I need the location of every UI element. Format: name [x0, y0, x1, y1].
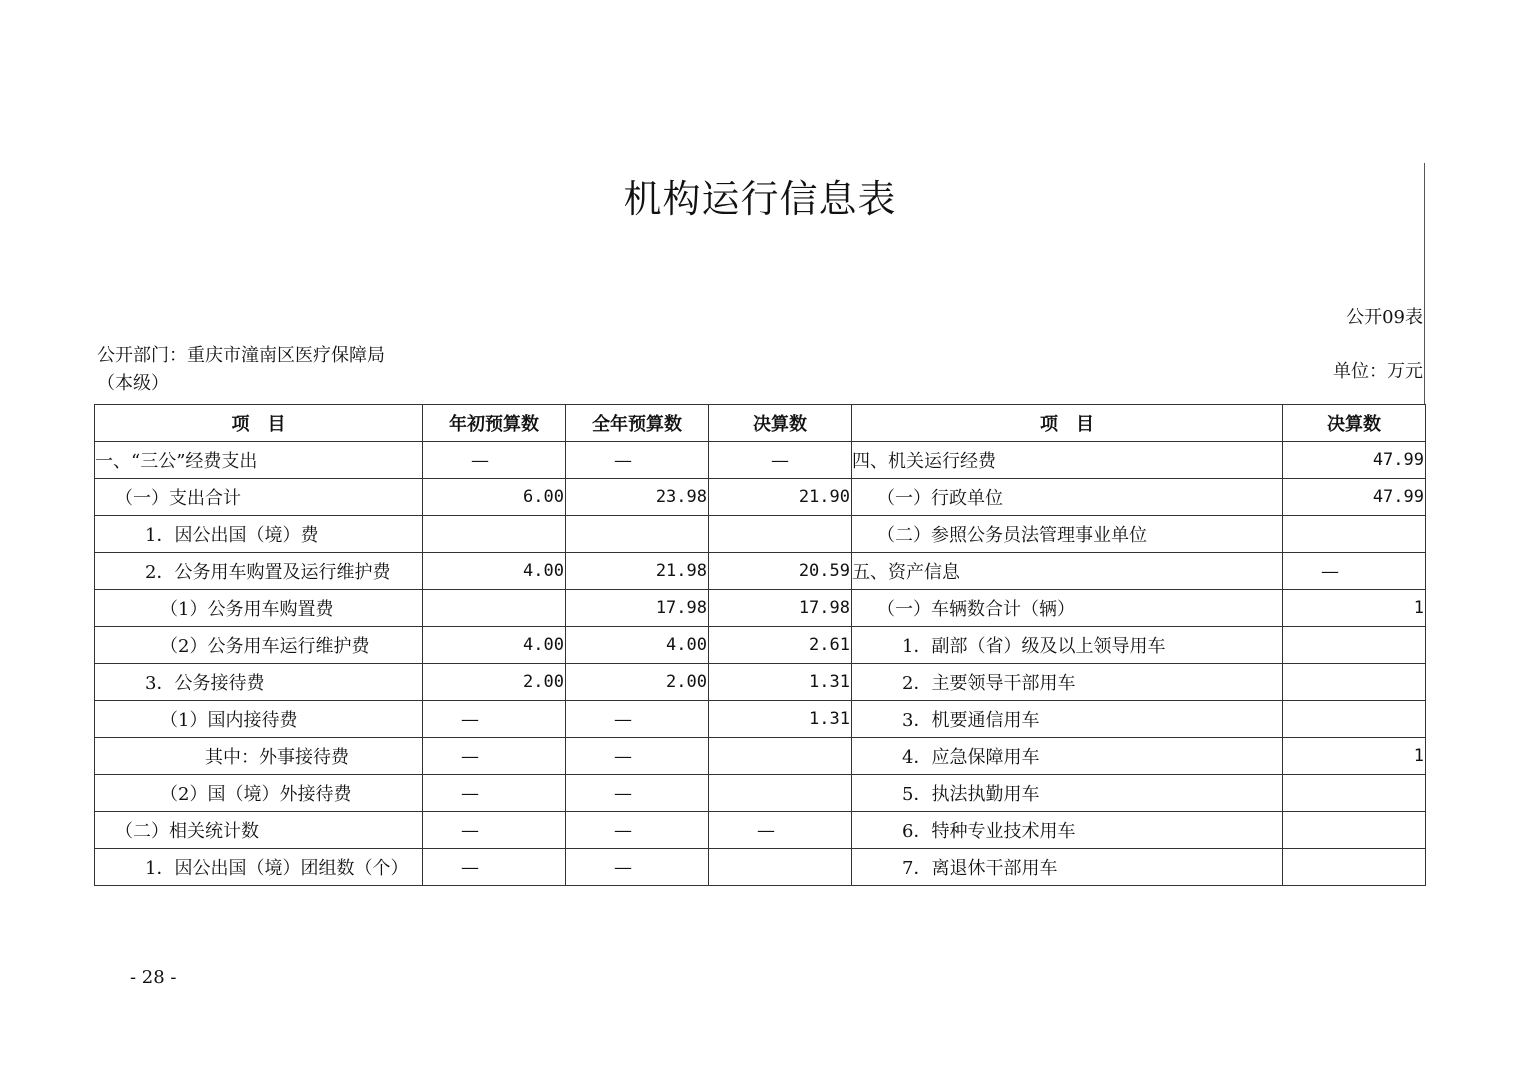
right-item: 4．应急保障用车 — [852, 738, 1283, 775]
right-item: （一）行政单位 — [852, 479, 1283, 516]
budget-initial-value: — — [423, 442, 566, 479]
budget-full-value: 4.00 — [566, 627, 709, 664]
final-value: 1.31 — [709, 664, 852, 701]
right-item: 四、机关运行经费 — [852, 442, 1283, 479]
left-item: （2）国（境）外接待费 — [95, 775, 423, 812]
right-final-value — [1283, 775, 1426, 812]
right-item: 7．离退休干部用车 — [852, 849, 1283, 886]
budget-full-value: — — [566, 812, 709, 849]
header-final-left: 决算数 — [709, 405, 852, 442]
budget-full-value: 17.98 — [566, 590, 709, 627]
table-row — [95, 479, 1426, 516]
header-budget-full: 全年预算数 — [566, 405, 709, 442]
table-row — [95, 553, 1426, 590]
right-final-value — [1283, 664, 1426, 701]
budget-full-value: — — [566, 849, 709, 886]
department-level: （本级） — [97, 373, 169, 394]
left-item: 3．公务接待费 — [95, 664, 423, 701]
right-final-value — [1283, 627, 1426, 664]
budget-initial-value: — — [423, 775, 566, 812]
right-item: 3．机要通信用车 — [852, 701, 1283, 738]
right-item: 1．副部（省）级及以上领导用车 — [852, 627, 1283, 664]
budget-full-value — [566, 516, 709, 553]
right-final-value: — — [1283, 553, 1426, 590]
header-budget-initial: 年初预算数 — [423, 405, 566, 442]
final-value: 21.90 — [709, 479, 852, 516]
table-row — [95, 701, 1426, 738]
table-row — [95, 812, 1426, 849]
table-row — [95, 516, 1426, 553]
header-final-right: 决算数 — [1283, 405, 1426, 442]
left-item: 一、“三公”经费支出 — [95, 442, 423, 479]
right-item: 6．特种专业技术用车 — [852, 812, 1283, 849]
final-value: 17.98 — [709, 590, 852, 627]
budget-initial-value: 4.00 — [423, 627, 566, 664]
left-item: 1．因公出国（境）费 — [95, 516, 423, 553]
final-value: 1.31 — [709, 701, 852, 738]
department-name: 公开部门：重庆市潼南区医疗保障局 — [97, 345, 385, 366]
budget-full-value: — — [566, 775, 709, 812]
table-row — [95, 442, 1426, 479]
right-final-value: 1 — [1283, 738, 1426, 775]
left-item: （二）相关统计数 — [95, 812, 423, 849]
table-row — [95, 590, 1426, 627]
right-final-value — [1283, 701, 1426, 738]
budget-initial-value — [423, 590, 566, 627]
page-title: 机构运行信息表 — [623, 177, 897, 221]
left-item: （一）支出合计 — [95, 479, 423, 516]
right-item: 五、资产信息 — [852, 553, 1283, 590]
budget-initial-value: 6.00 — [423, 479, 566, 516]
final-value: — — [709, 442, 852, 479]
right-item: （二）参照公务员法管理事业单位 — [852, 516, 1283, 553]
budget-initial-value: — — [423, 812, 566, 849]
final-value — [709, 849, 852, 886]
budget-full-value: — — [566, 442, 709, 479]
left-item: 其中：外事接待费 — [95, 738, 423, 775]
final-value — [709, 516, 852, 553]
budget-initial-value: 2.00 — [423, 664, 566, 701]
left-item: （1）公务用车购置费 — [95, 590, 423, 627]
right-final-value — [1283, 849, 1426, 886]
final-value: — — [709, 812, 852, 849]
table-row — [95, 849, 1426, 886]
left-item: 2．公务用车购置及运行维护费 — [95, 553, 423, 590]
final-value: 20.59 — [709, 553, 852, 590]
department-block — [97, 342, 385, 398]
unit-label: 单位：万元 — [1333, 361, 1423, 382]
right-final-value: 1 — [1283, 590, 1426, 627]
budget-full-value: 23.98 — [566, 479, 709, 516]
left-item: 1．因公出国（境）团组数（个） — [95, 849, 423, 886]
right-margin-rule — [1424, 163, 1425, 405]
budget-initial-value: — — [423, 738, 566, 775]
table-row — [95, 775, 1426, 812]
table-header-row — [95, 405, 1426, 442]
table-row — [95, 738, 1426, 775]
budget-initial-value: — — [423, 849, 566, 886]
budget-initial-value — [423, 516, 566, 553]
budget-initial-value: 4.00 — [423, 553, 566, 590]
table-row — [95, 664, 1426, 701]
budget-full-value: 2.00 — [566, 664, 709, 701]
final-value — [709, 775, 852, 812]
final-value: 2.61 — [709, 627, 852, 664]
budget-initial-value: — — [423, 701, 566, 738]
final-value — [709, 738, 852, 775]
table-code: 公开09表 — [1346, 307, 1423, 328]
header-item-left: 项 目 — [95, 405, 423, 442]
right-final-value — [1283, 812, 1426, 849]
left-item: （2）公务用车运行维护费 — [95, 627, 423, 664]
right-item: 2．主要领导干部用车 — [852, 664, 1283, 701]
left-item: （1）国内接待费 — [95, 701, 423, 738]
header-item-right: 项 目 — [852, 405, 1283, 442]
operations-info-table — [94, 404, 1426, 886]
page-number: - 28 - — [130, 967, 177, 988]
budget-full-value: 21.98 — [566, 553, 709, 590]
right-final-value: 47.99 — [1283, 442, 1426, 479]
right-final-value — [1283, 516, 1426, 553]
budget-full-value: — — [566, 738, 709, 775]
table-row — [95, 627, 1426, 664]
budget-full-value: — — [566, 701, 709, 738]
right-item: 5．执法执勤用车 — [852, 775, 1283, 812]
right-item: （一）车辆数合计（辆） — [852, 590, 1283, 627]
right-final-value: 47.99 — [1283, 479, 1426, 516]
